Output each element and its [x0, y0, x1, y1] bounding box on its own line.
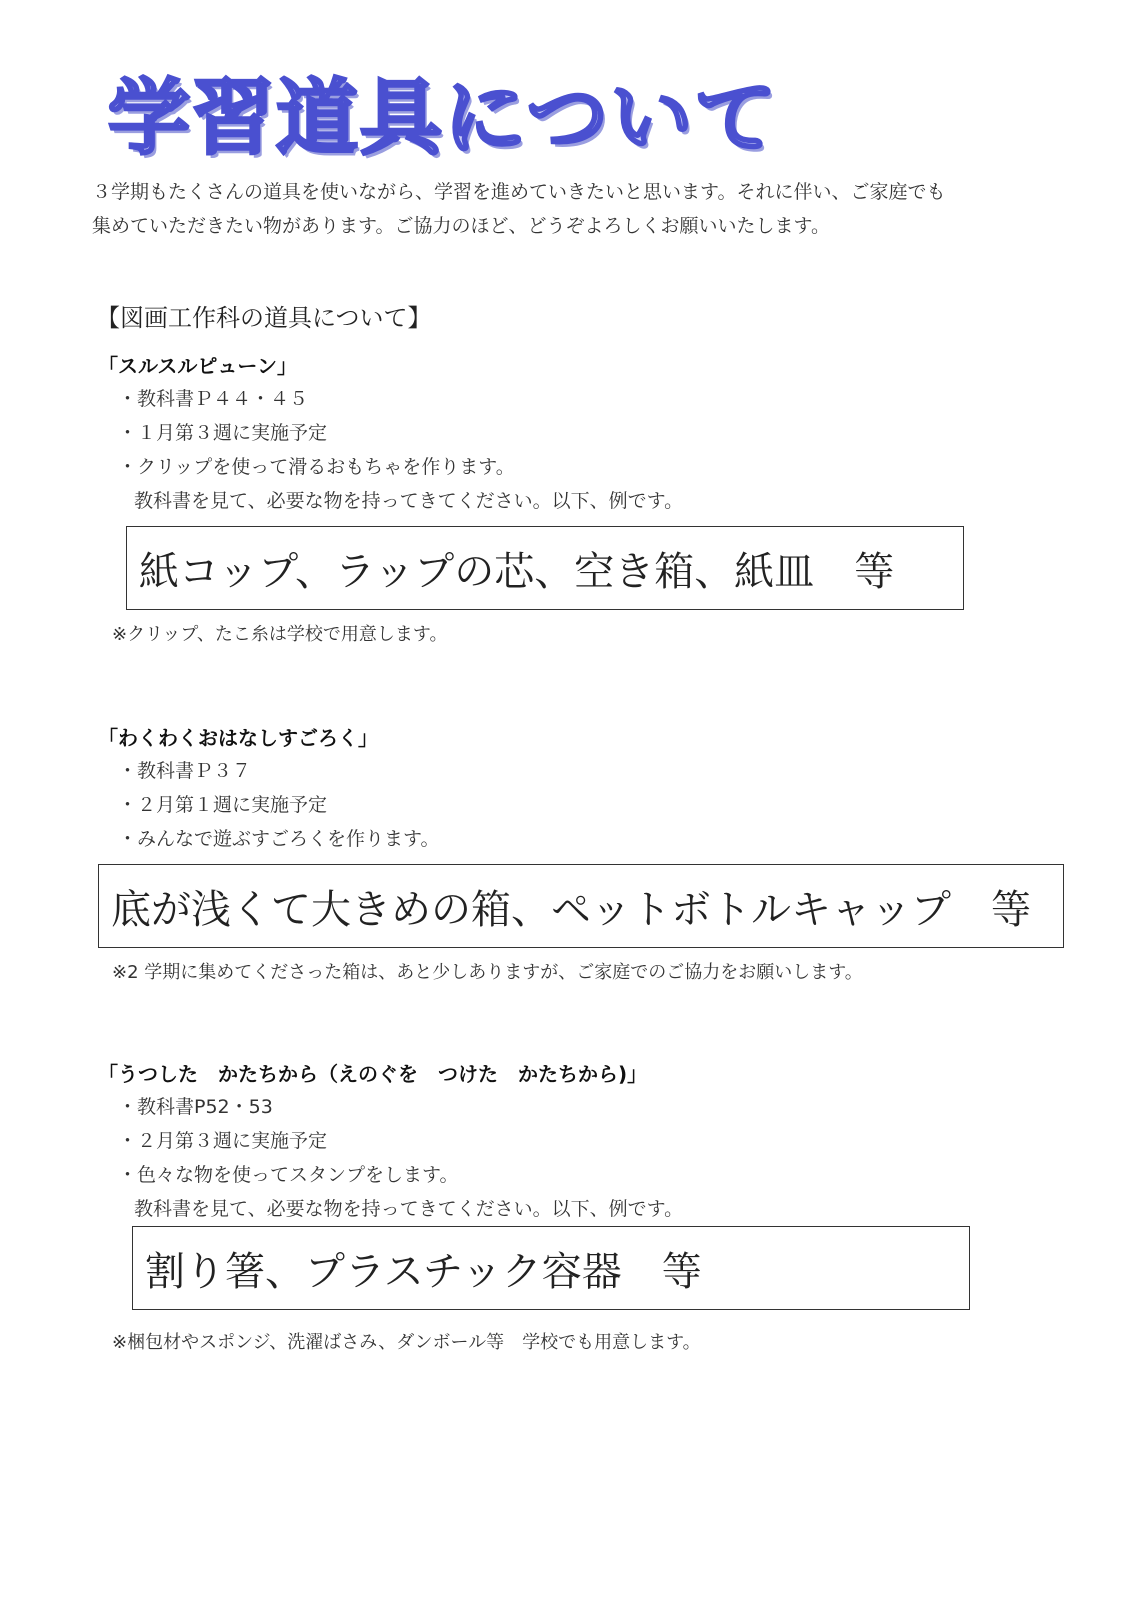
section-2-note: ※2 学期に集めてくださった箱は、あと少しありますが、ご家庭でのご協力をお願いします。: [112, 962, 863, 983]
section-3-materials-box: 割り箸、プラスチック容器 等: [132, 1226, 970, 1310]
intro-line-1: ３学期もたくさんの道具を使いながら、学習を進めていきたいと思います。それに伴い、ご家庭でも: [92, 181, 946, 203]
section-3-bullet-2: ・２月第３週に実施予定: [118, 1130, 328, 1152]
section-1-note: ※クリップ、たこ糸は学校で用意します。: [112, 624, 448, 645]
section-1-materials-box: 紙コップ、ラップの芯、空き箱、紙皿 等: [126, 526, 964, 610]
section-2-bullet-2: ・２月第１週に実施予定: [118, 794, 328, 816]
section-3-title: 「うつした かたちから（えのぐを つけた かたちから)」: [98, 1062, 648, 1086]
intro-line-2: 集めていただきたい物があります。ご協力のほど、どうぞよろしくお願いいたします。: [92, 215, 830, 237]
section-2-bullet-3: ・みんなで遊ぶすごろくを作ります。: [118, 828, 440, 850]
section-heading: 【図画工作科の道具について】: [96, 304, 432, 332]
section-1-bullet-2: ・１月第３週に実施予定: [118, 422, 328, 444]
section-3-bullet-3: ・色々な物を使ってスタンプをします。: [118, 1164, 459, 1186]
section-2-materials-box: 底が浅くて大きめの箱、ペットボトルキャップ 等: [98, 864, 1064, 948]
section-1-title: 「スルスルピューン」: [98, 354, 297, 378]
section-3-bullet-1: ・教科書P52・53: [118, 1096, 273, 1118]
section-3-continuation: 教科書を見て、必要な物を持ってきてください。以下、例です。: [134, 1198, 684, 1220]
section-2-bullet-1: ・教科書Ｐ３７: [118, 760, 252, 782]
page-title: 学習道具について: [108, 71, 779, 166]
section-2-title: 「わくわくおはなしすごろく」: [98, 726, 378, 750]
section-1-bullet-1: ・教科書Ｐ４４・４５: [118, 388, 309, 410]
section-3-note: ※梱包材やスポンジ、洗濯ばさみ、ダンボール等 学校でも用意します。: [112, 1332, 701, 1353]
section-1-continuation: 教科書を見て、必要な物を持ってきてください。以下、例です。: [134, 490, 684, 512]
section-1-bullet-3: ・クリップを使って滑るおもちゃを作ります。: [118, 456, 515, 478]
